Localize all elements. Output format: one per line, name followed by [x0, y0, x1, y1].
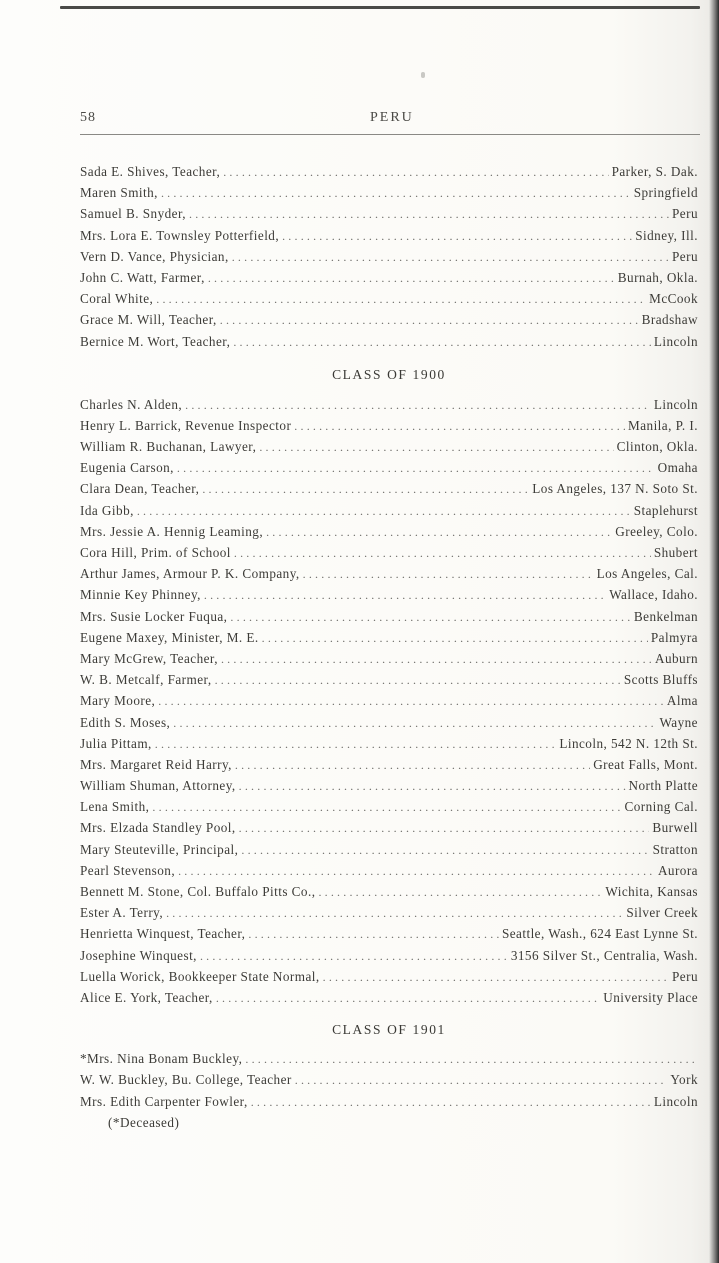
list-item [80, 733, 698, 754]
list-item [80, 817, 698, 838]
list-item [80, 478, 698, 499]
dot-leader [152, 797, 621, 818]
dot-leader [239, 818, 650, 839]
dot-leader [266, 522, 612, 543]
paper-speck [421, 72, 425, 78]
dot-leader [158, 691, 664, 712]
entry-place: Los Angeles, Cal. [596, 566, 698, 582]
list-item [80, 246, 698, 267]
entry-name: Clara Dean, Teacher, [80, 481, 200, 497]
entry-name: Charles N. Alden, [80, 396, 183, 412]
entry-place: Alma [666, 693, 698, 709]
entry-place: Peru [672, 248, 698, 264]
dot-leader [178, 861, 655, 882]
entry-name: Arthur James, Armour P. K. Company, [80, 566, 300, 582]
entry-place: Wichita, Kansas [605, 884, 698, 899]
dot-leader [248, 924, 499, 945]
list-item [80, 415, 698, 436]
entry-place: Staplehurst [633, 502, 698, 518]
entry-name: *Mrs. Nina Bonam Buckley, [80, 1051, 243, 1067]
entry-place: Aurora [657, 862, 698, 878]
dot-leader [318, 882, 602, 903]
entry-place: Omaha [657, 460, 698, 476]
dot-leader [230, 607, 630, 628]
dot-leader [200, 946, 508, 967]
entry-name: John C. Watt, Farmer, [80, 269, 205, 285]
entry-name: Mary Steuteville, Principal, [80, 841, 239, 857]
entry-place: Springfield [633, 185, 698, 201]
entry-name: Henrietta Winquest, Teacher, [80, 926, 246, 942]
entry-name: Mrs. Elzada Standley Pool, [80, 820, 236, 836]
entry-name: Pearl Stevenson, [80, 862, 176, 878]
entry-place: Lincoln [653, 333, 698, 349]
list-item [80, 563, 698, 584]
dot-leader [216, 988, 600, 1009]
dot-leader [166, 903, 623, 924]
entry-place: Corning Cal. [624, 799, 698, 815]
entry-place: Shubert [653, 545, 698, 560]
entry-name: Mrs. Margaret Reid Harry, [80, 756, 232, 772]
entry-name: W. W. Buckley, Bu. College, Teacher [80, 1072, 292, 1088]
list-item [80, 161, 698, 182]
entry-name: Maren Smith, [80, 185, 158, 201]
header-rule [80, 134, 700, 135]
entry-name: Mrs. Lora E. Townsley Potterfield, [80, 227, 280, 243]
entry-place: York [670, 1072, 698, 1088]
entry-place: University Place [603, 989, 698, 1005]
list-item [80, 923, 698, 944]
dot-leader [189, 204, 669, 225]
list-item [80, 521, 698, 542]
entry-place: Lincoln, 542 N. 12th St. [559, 735, 698, 751]
list-item [80, 712, 698, 733]
entry-name: W. B. Metcalf, Farmer, [80, 672, 212, 688]
entry-place: Peru [672, 968, 698, 984]
dot-leader [185, 395, 651, 416]
dot-leader [177, 458, 655, 479]
page-header [80, 110, 700, 132]
dot-leader [323, 967, 669, 988]
dot-leader [245, 1049, 695, 1070]
entry-place: Parker, S. Dak. [611, 164, 698, 179]
dot-leader [161, 183, 631, 204]
list-item [80, 796, 698, 817]
entry-place: Lincoln [653, 1093, 698, 1109]
list-item [80, 754, 698, 775]
list-item [80, 648, 698, 669]
entry-place: Benkelman [633, 608, 698, 624]
entry-name: Bernice M. Wort, Teacher, [80, 333, 231, 349]
entry-name: Josephine Winquest, [80, 947, 197, 963]
list-item [80, 669, 698, 690]
list-item [80, 860, 698, 881]
dot-leader [239, 776, 626, 797]
list-item [80, 1048, 698, 1069]
list-item [80, 457, 698, 478]
dot-leader [251, 1092, 651, 1113]
entry-place: Los Angeles, 137 N. Soto St. [532, 481, 698, 497]
list-item [80, 902, 698, 923]
entry-name: Mary McGrew, Teacher, [80, 650, 218, 666]
entry-place: Peru [672, 206, 698, 222]
entry-name: Edith S. Moses, [80, 714, 171, 730]
entry-place: Great Falls, Mont. [593, 756, 698, 772]
entry-place: Wallace, Idaho. [609, 587, 698, 603]
list-item [80, 775, 698, 796]
entry-name: Alice E. York, Teacher, [80, 989, 213, 1005]
entry-place: Burwell [652, 820, 698, 836]
dot-leader [156, 289, 646, 310]
entry-place: Sidney, Ill. [635, 227, 698, 243]
list-item [80, 267, 698, 288]
list-item [80, 309, 698, 330]
list-item [80, 500, 698, 521]
entry-name: Lena Smith, [80, 799, 150, 815]
directory-list [80, 161, 698, 1133]
entry-place: Palmyra [650, 629, 698, 645]
dot-leader [223, 162, 608, 183]
list-item [80, 225, 698, 246]
entry-name: Mrs. Susie Locker Fuqua, [80, 608, 228, 624]
entry-name: William Shuman, Attorney, [80, 778, 236, 794]
entry-name: Coral White, [80, 291, 154, 307]
entry-name: Eugene Maxey, Minister, M. E. [80, 629, 259, 645]
entry-name: Mrs. Edith Carpenter Fowler, [80, 1093, 248, 1109]
dot-leader [282, 226, 632, 247]
dot-leader [295, 1070, 668, 1091]
entry-name: Henry L. Barrick, Revenue Inspector [80, 417, 292, 433]
entry-name: Cora Hill, Prim. of School [80, 545, 231, 560]
dot-leader [202, 479, 529, 500]
entry-name: Vern D. Vance, Physician, [80, 248, 229, 264]
list-item [80, 203, 698, 224]
list-item [80, 945, 698, 966]
list-item [80, 839, 698, 860]
page-number: 58 [80, 110, 96, 125]
dot-leader [204, 585, 606, 606]
entry-name: Bennett M. Stone, Col. Buffalo Pitts Co., [80, 884, 316, 899]
entry-name: Minnie Key Phinney, [80, 587, 201, 603]
list-item [80, 542, 698, 563]
class-1900-heading: CLASS OF 1900 [332, 366, 446, 382]
list-item [80, 966, 698, 987]
dot-leader [215, 670, 621, 691]
list-item [80, 182, 698, 203]
entry-place: Manila, P. I. [628, 417, 698, 433]
entry-place: Scotts Bluffs [623, 672, 698, 688]
list-item [80, 881, 698, 902]
entry-place: Burnah, Okla. [617, 269, 698, 285]
list-item [80, 606, 698, 627]
dot-leader [208, 268, 615, 289]
list-item [80, 627, 698, 648]
entry-name: Ester A. Terry, [80, 905, 164, 921]
entry-name: Sada E. Shives, Teacher, [80, 164, 221, 179]
entry-name: Mrs. Jessie A. Hennig Leaming, [80, 523, 264, 539]
running-head: PERU [370, 110, 414, 125]
dot-leader [155, 734, 557, 755]
dot-leader [259, 437, 613, 458]
dot-leader [234, 543, 651, 564]
entry-name: Mary Moore, [80, 693, 156, 709]
dot-leader [221, 649, 652, 670]
entry-name: Eugenia Carson, [80, 460, 174, 476]
list-item [80, 1069, 698, 1090]
dot-leader [232, 247, 669, 268]
dot-leader [262, 628, 648, 649]
entry-name: Samuel B. Snyder, [80, 206, 187, 222]
entry-place: North Platte [628, 778, 698, 794]
binding-shadow [709, 0, 719, 1263]
list-item [80, 690, 698, 711]
dot-leader [241, 840, 649, 861]
entry-place: Bradshaw [641, 312, 698, 328]
entry-place: Silver Creek [626, 905, 698, 921]
dot-leader [235, 755, 590, 776]
list-item [80, 394, 698, 415]
entry-place: Wayne [659, 714, 698, 730]
entry-place: Clinton, Okla. [616, 439, 698, 455]
list-item [80, 1091, 698, 1112]
list-item [80, 987, 698, 1008]
list-item [80, 436, 698, 457]
entry-place: 3156 Silver St., Centralia, Wash. [510, 947, 698, 963]
top-edge-rule [60, 6, 700, 9]
entry-place: Auburn [655, 650, 698, 666]
list-item [80, 331, 698, 352]
entry-place: Seattle, Wash., 624 East Lynne St. [501, 926, 698, 942]
entry-name: Julia Pittam, [80, 735, 152, 751]
entry-name: Grace M. Will, Teacher, [80, 312, 217, 328]
deceased-footnote: (*Deceased) [108, 1114, 180, 1130]
dot-leader [220, 310, 639, 331]
dot-leader [137, 501, 631, 522]
list-item [80, 584, 698, 605]
entry-place: Stratton [652, 841, 698, 857]
entry-name: Luella Worick, Bookkeeper State Normal, [80, 968, 320, 984]
class-1901-heading: CLASS OF 1901 [332, 1022, 446, 1038]
entry-name: Ida Gibb, [80, 502, 134, 518]
entry-place: Greeley, Colo. [615, 523, 698, 539]
dot-leader [303, 564, 594, 585]
entry-place: McCook [649, 291, 698, 307]
dot-leader [233, 332, 651, 353]
entry-place: Lincoln [653, 396, 698, 412]
dot-leader [173, 713, 656, 734]
list-item [80, 288, 698, 309]
dot-leader [294, 416, 625, 437]
entry-name: William R. Buchanan, Lawyer, [80, 439, 257, 455]
